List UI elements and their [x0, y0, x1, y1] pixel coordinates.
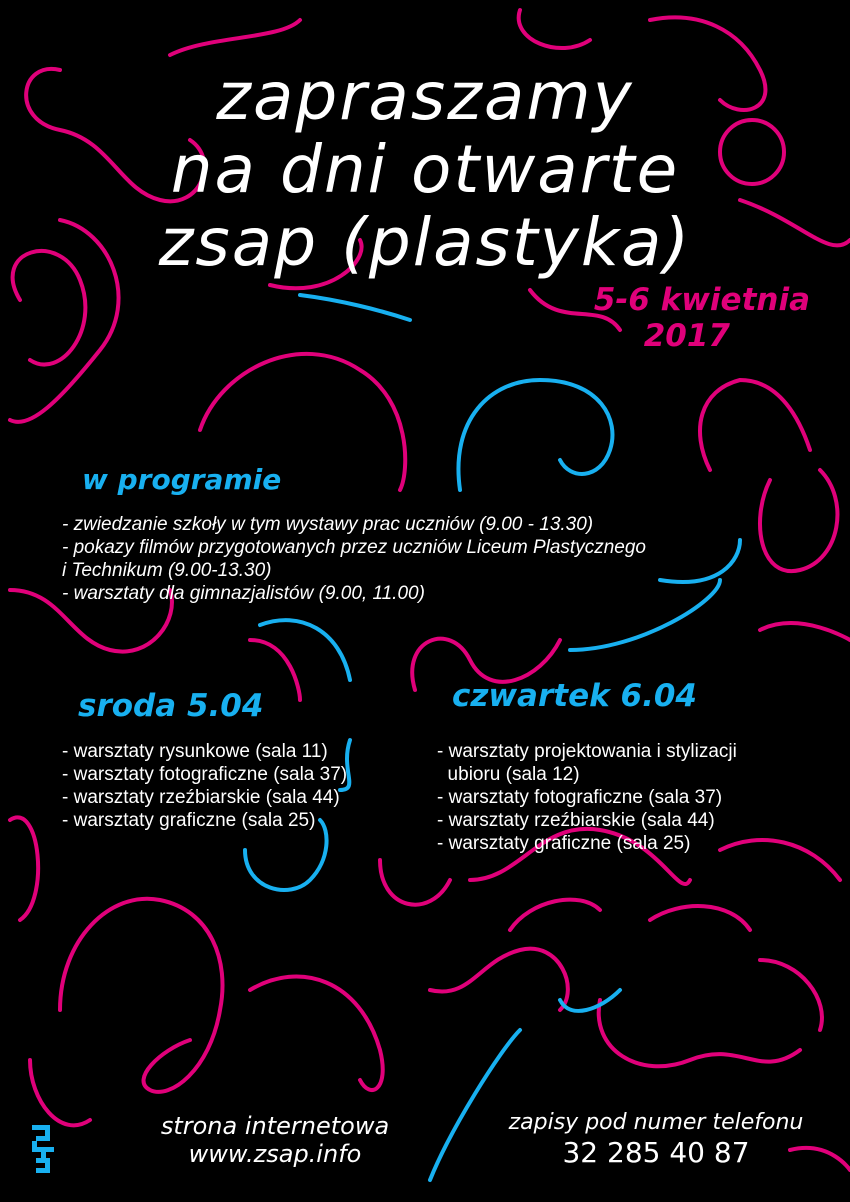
program-item: - warsztaty dla gimnazjalistów (9.00, 11.00) — [62, 583, 425, 604]
thursday-item: - warsztaty rzeźbiarskie (sala 44) — [437, 810, 715, 831]
title-line-2: na dni otwarte — [170, 131, 680, 208]
program-item: - zwiedzanie szkoły w tym wystawy prac uczniów (9.00 - 13.30) — [62, 514, 594, 535]
date-days: 5-6 kwietnia — [593, 282, 810, 318]
phone-label: zapisy pod numer telefonu — [508, 1110, 804, 1135]
program-heading: w programie — [82, 463, 282, 496]
thursday-item: - warsztaty projektowania i stylizacji — [437, 741, 737, 762]
website-label: strona internetowa — [160, 1112, 390, 1140]
title-line-3: zsap (plastyka) — [158, 204, 692, 281]
thursday-list — [437, 740, 737, 855]
program-item: i Technikum (9.00-13.30) — [62, 560, 272, 581]
program-list — [62, 513, 646, 605]
thursday-item: - warsztaty graficzne (sala 25) — [437, 833, 691, 854]
wednesday-heading: sroda 5.04 — [78, 688, 264, 724]
thursday-item: - warsztaty fotograficzne (sala 37) — [437, 787, 723, 808]
wednesday-item: - warsztaty graficzne (sala 25) — [62, 810, 316, 831]
date-year: 2017 — [643, 318, 730, 354]
thursday-heading: czwartek 6.04 — [452, 678, 698, 714]
wednesday-item: - warsztaty rysunkowe (sala 11) — [62, 741, 328, 762]
wednesday-item: - warsztaty fotograficzne (sala 37) — [62, 764, 348, 785]
program-item: - pokazy filmów przygotowanych przez uczniów Liceum Plastycznego — [62, 537, 646, 558]
zsap-logo-icon — [32, 1125, 56, 1173]
phone-number[interactable]: 32 285 40 87 — [562, 1136, 750, 1169]
website-url[interactable]: www.zsap.info — [188, 1140, 362, 1168]
title-line-1: zapraszamy — [216, 58, 634, 135]
thursday-item: ubioru (sala 12) — [437, 764, 580, 785]
wednesday-list — [62, 740, 347, 832]
wednesday-item: - warsztaty rzeźbiarskie (sala 44) — [62, 787, 340, 808]
